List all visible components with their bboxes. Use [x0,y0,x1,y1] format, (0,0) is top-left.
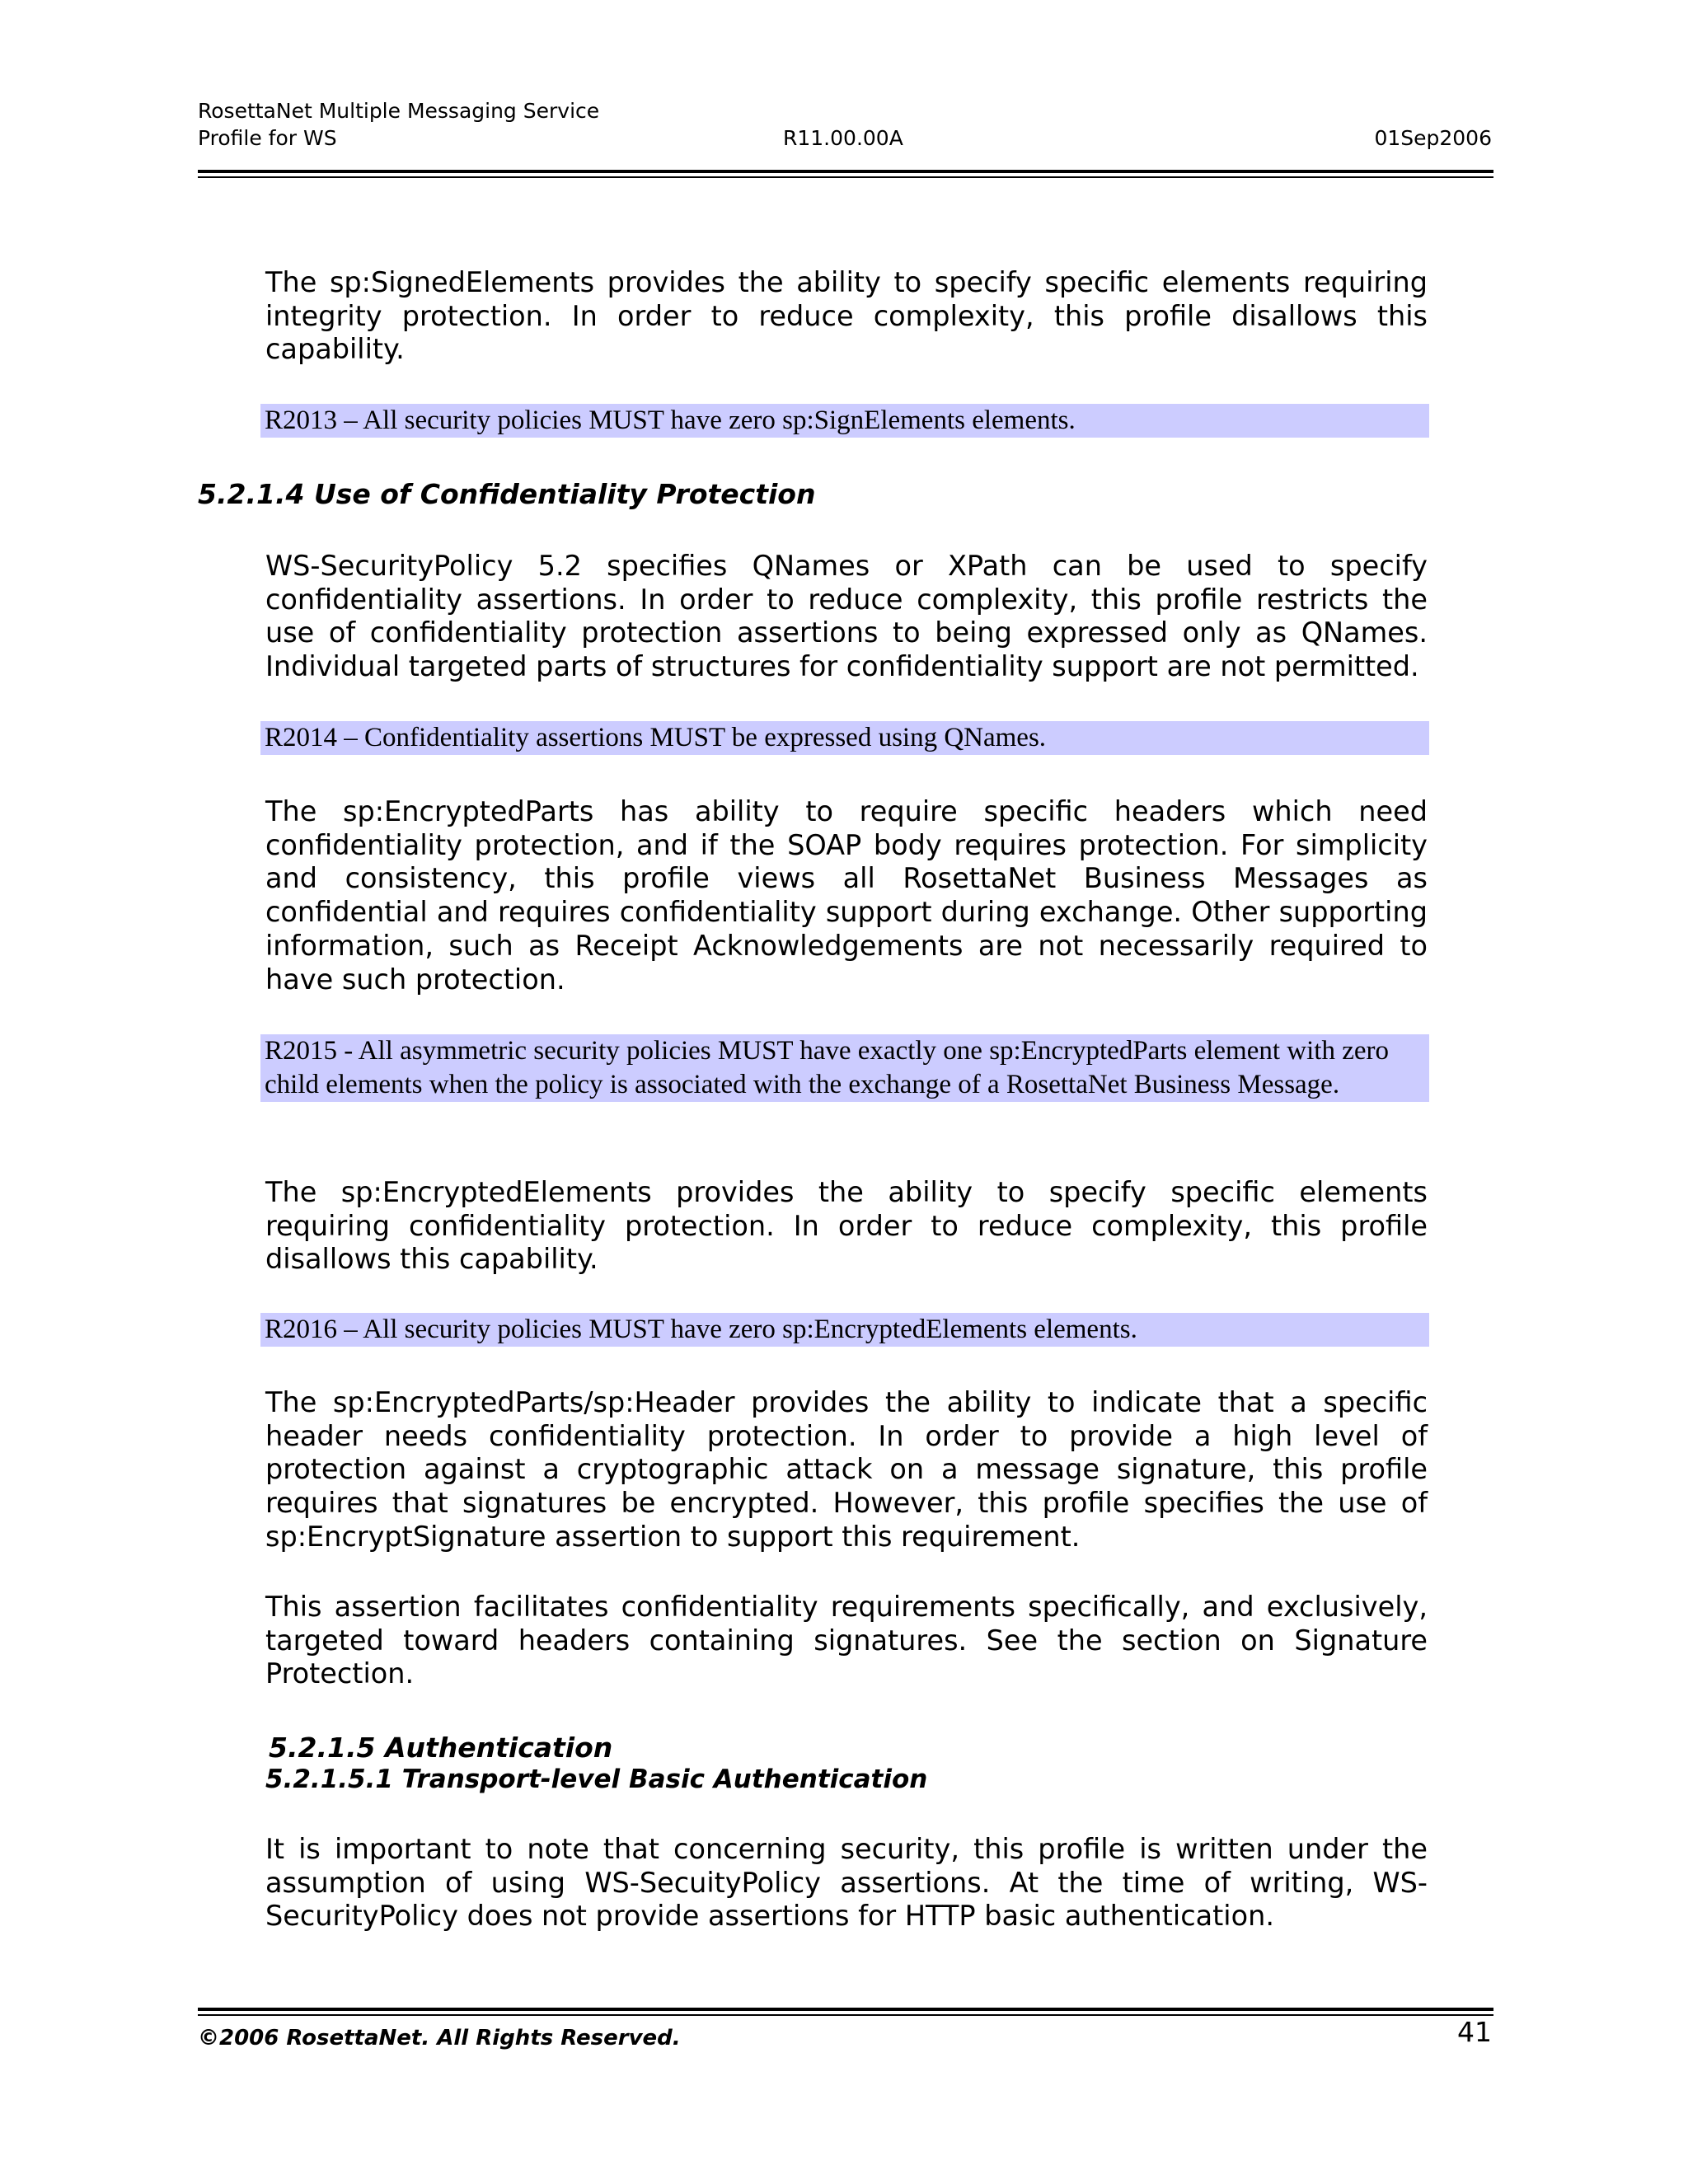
requirement-r2013: R2013 – All security policies MUST have zero sp:SignElements elements. [260,404,1429,438]
requirement-r2016: R2016 – All security policies MUST have zero sp:EncryptedElements elements. [260,1313,1429,1347]
page-header [198,97,1492,152]
paragraph-encrypted-header: The sp:EncryptedParts/sp:Header provides the ability to indicate that a specific header needs confidentiality protection. In order to provide a high level of protection against a cryptographic attack on a message signature, this profile requires that signatures be encrypted. However, this profile specifies the use of sp:EncryptSignature assertion to support this requirement. [265,1386,1428,1553]
section-heading-5-2-1-5: 5.2.1.5 Authentication [269,1732,613,1764]
paragraph-signed-elements: The sp:SignedElements provides the ability to specify specific elements requiring integrity protection. In order to reduce complexity, this profile disallows this capability. [265,266,1428,366]
paragraph-assertion-signatures: This assertion facilitates confidentiality requirements specifically, and exclusively, targeted toward headers containing signatures. See the section on Signature Protection. [265,1591,1428,1690]
paragraph-encrypted-parts: The sp:EncryptedParts has ability to require specific headers which need confidentiality protection, and if the SOAP body requires protection. For simplicity and consistency, this profile views all RosettaNet Business Messages as confidential and requires confidentiality support during exchange. Other supporting information, such as Receipt Acknowledgements are not necessarily required to have such protection. [265,795,1428,996]
section-heading-5-2-1-5-1: 5.2.1.5.1 Transport-level Basic Authentication [265,1765,928,1794]
footer-rule [198,2008,1493,2016]
section-heading-5-2-1-4: 5.2.1.4 Use of Confidentiality Protection [198,478,816,510]
header-title-line1: RosettaNet Multiple Messaging Service [198,99,600,123]
header-revision: R11.00.00A [783,126,903,150]
header-date: 01Sep2006 [1374,126,1492,150]
requirement-r2014: R2014 – Confidentiality assertions MUST be expressed using QNames. [260,721,1429,755]
paragraph-basic-authentication: It is important to note that concerning security, this profile is written under the assumption of using WS-SecuityPolicy assertions. At the time of writing, WS-SecurityPolicy does not provide assertions for HTTP basic authentication. [265,1833,1428,1933]
footer-copyright: ©2006 RosettaNet. All Rights Reserved. [198,2026,681,2050]
paragraph-encrypted-elements: The sp:EncryptedElements provides the ability to specify specific elements requiring confidentiality protection. In order to reduce complexity, this profile disallows this capability. [265,1176,1428,1276]
header-rule [198,170,1493,178]
header-title-line2: Profile for WS [198,126,337,150]
paragraph-confidentiality-qnames: WS-SecurityPolicy 5.2 specifies QNames or XPath can be used to specify confidentiality assertions. In order to reduce complexity, this profile restricts the use of confidentiality protection assertions to being expressed only as QNames. Individual targeted parts of structures for confidentiality support are not permitted. [265,550,1428,683]
requirement-r2015: R2015 - All asymmetric security policies MUST have exactly one sp:EncryptedParts element with zero child elements when the policy is associated with the exchange of a RosettaNet Business Message. [260,1034,1429,1102]
page-number: 41 [1457,2016,1492,2048]
